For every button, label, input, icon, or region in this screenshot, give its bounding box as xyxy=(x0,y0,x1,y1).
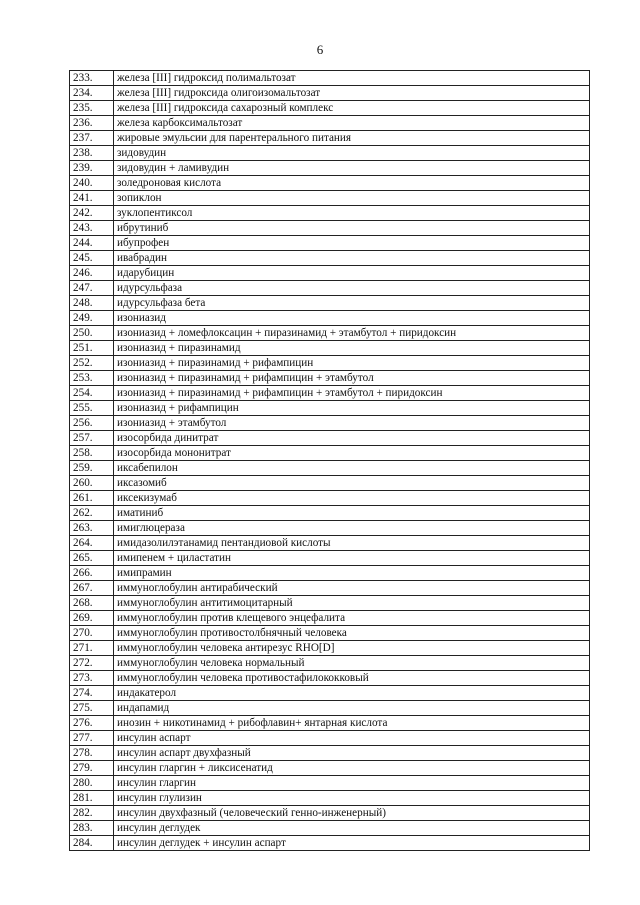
row-number: 243. xyxy=(70,221,114,236)
row-number: 255. xyxy=(70,401,114,416)
table-row xyxy=(70,236,590,251)
drug-name: инсулин двухфазный (человеческий генно-инженерный) xyxy=(114,806,590,821)
drug-list-body xyxy=(70,71,590,851)
drug-name: инсулин деглудек + инсулин аспарт xyxy=(114,836,590,851)
table-row xyxy=(70,566,590,581)
drug-name: ибрутиниб xyxy=(114,221,590,236)
table-row xyxy=(70,746,590,761)
row-number: 272. xyxy=(70,656,114,671)
drug-name: железа [III] гидроксид полимальтозат xyxy=(114,71,590,86)
drug-name: изониазид + этамбутол xyxy=(114,416,590,431)
drug-name: изониазид + ломефлоксацин + пиразинамид + этамбутол + пиридоксин xyxy=(114,326,590,341)
row-number: 275. xyxy=(70,701,114,716)
table-row xyxy=(70,401,590,416)
row-number: 249. xyxy=(70,311,114,326)
table-row xyxy=(70,251,590,266)
table-row xyxy=(70,551,590,566)
table-row xyxy=(70,416,590,431)
row-number: 260. xyxy=(70,476,114,491)
row-number: 267. xyxy=(70,581,114,596)
row-number: 242. xyxy=(70,206,114,221)
table-row xyxy=(70,611,590,626)
drug-name: инсулин гларгин + ликсисенатид xyxy=(114,761,590,776)
table-row xyxy=(70,281,590,296)
row-number: 248. xyxy=(70,296,114,311)
drug-name: золедроновая кислота xyxy=(114,176,590,191)
drug-name: ивабрадин xyxy=(114,251,590,266)
table-row xyxy=(70,626,590,641)
row-number: 252. xyxy=(70,356,114,371)
row-number: 244. xyxy=(70,236,114,251)
drug-name: имидазолилэтанамид пентандиовой кислоты xyxy=(114,536,590,551)
drug-name: иммуноглобулин антитимоцитарный xyxy=(114,596,590,611)
table-row xyxy=(70,686,590,701)
table-row xyxy=(70,221,590,236)
drug-name: иммуноглобулин против клещевого энцефалита xyxy=(114,611,590,626)
table-row xyxy=(70,431,590,446)
drug-name: железа [III] гидроксида олигоизомальтозат xyxy=(114,86,590,101)
table-row xyxy=(70,461,590,476)
row-number: 269. xyxy=(70,611,114,626)
row-number: 264. xyxy=(70,536,114,551)
table-row xyxy=(70,521,590,536)
drug-name: инозин + никотинамид + рибофлавин+ янтарная кислота xyxy=(114,716,590,731)
table-row xyxy=(70,536,590,551)
table-row xyxy=(70,86,590,101)
row-number: 281. xyxy=(70,791,114,806)
table-row xyxy=(70,476,590,491)
table-row xyxy=(70,146,590,161)
row-number: 257. xyxy=(70,431,114,446)
row-number: 284. xyxy=(70,836,114,851)
table-row xyxy=(70,791,590,806)
drug-name: изониазид + пиразинамид + рифампицин + этамбутол + пиридоксин xyxy=(114,386,590,401)
table-row xyxy=(70,776,590,791)
drug-name: изониазид + рифампицин xyxy=(114,401,590,416)
drug-name: жировые эмульсии для парентерального питания xyxy=(114,131,590,146)
drug-name: имипрамин xyxy=(114,566,590,581)
table-row xyxy=(70,506,590,521)
drug-name: железа [III] гидроксида сахарозный комплекс xyxy=(114,101,590,116)
row-number: 271. xyxy=(70,641,114,656)
table-row xyxy=(70,386,590,401)
row-number: 273. xyxy=(70,671,114,686)
row-number: 258. xyxy=(70,446,114,461)
row-number: 279. xyxy=(70,761,114,776)
drug-name: изониазид + пиразинамид xyxy=(114,341,590,356)
drug-name: иксазомиб xyxy=(114,476,590,491)
drug-name: инсулин аспарт xyxy=(114,731,590,746)
row-number: 280. xyxy=(70,776,114,791)
drug-name: имиглюцераза xyxy=(114,521,590,536)
table-row xyxy=(70,371,590,386)
row-number: 239. xyxy=(70,161,114,176)
row-number: 250. xyxy=(70,326,114,341)
table-row xyxy=(70,641,590,656)
row-number: 251. xyxy=(70,341,114,356)
drug-name: иматиниб xyxy=(114,506,590,521)
drug-name: идурсульфаза xyxy=(114,281,590,296)
row-number: 246. xyxy=(70,266,114,281)
drug-name: зидовудин + ламивудин xyxy=(114,161,590,176)
table-row xyxy=(70,341,590,356)
row-number: 245. xyxy=(70,251,114,266)
row-number: 254. xyxy=(70,386,114,401)
table-row xyxy=(70,71,590,86)
row-number: 266. xyxy=(70,566,114,581)
table-row xyxy=(70,596,590,611)
row-number: 234. xyxy=(70,86,114,101)
table-row xyxy=(70,821,590,836)
table-row xyxy=(70,446,590,461)
drug-name: инсулин аспарт двухфазный xyxy=(114,746,590,761)
row-number: 253. xyxy=(70,371,114,386)
row-number: 263. xyxy=(70,521,114,536)
table-row xyxy=(70,491,590,506)
row-number: 236. xyxy=(70,116,114,131)
table-row xyxy=(70,716,590,731)
row-number: 247. xyxy=(70,281,114,296)
table-row xyxy=(70,191,590,206)
drug-name: инсулин гларгин xyxy=(114,776,590,791)
drug-name: изосорбида динитрат xyxy=(114,431,590,446)
drug-name: идарубицин xyxy=(114,266,590,281)
drug-name: иммуноглобулин антирабический xyxy=(114,581,590,596)
row-number: 265. xyxy=(70,551,114,566)
drug-name: иксабепилон xyxy=(114,461,590,476)
drug-name: имипенем + циластатин xyxy=(114,551,590,566)
drug-name: зидовудин xyxy=(114,146,590,161)
row-number: 238. xyxy=(70,146,114,161)
row-number: 283. xyxy=(70,821,114,836)
row-number: 270. xyxy=(70,626,114,641)
drug-name: инсулин глулизин xyxy=(114,791,590,806)
row-number: 282. xyxy=(70,806,114,821)
drug-name: иксекизумаб xyxy=(114,491,590,506)
drug-name: ибупрофен xyxy=(114,236,590,251)
drug-name: изониазид + пиразинамид + рифампицин + этамбутол xyxy=(114,371,590,386)
row-number: 241. xyxy=(70,191,114,206)
table-row xyxy=(70,326,590,341)
drug-name: иммуноглобулин человека антирезус RHO[D] xyxy=(114,641,590,656)
row-number: 256. xyxy=(70,416,114,431)
table-row xyxy=(70,731,590,746)
drug-name: изосорбида мононитрат xyxy=(114,446,590,461)
drug-name: зопиклон xyxy=(114,191,590,206)
row-number: 233. xyxy=(70,71,114,86)
row-number: 240. xyxy=(70,176,114,191)
table-row xyxy=(70,356,590,371)
drug-name: зуклопентиксол xyxy=(114,206,590,221)
table-row xyxy=(70,161,590,176)
table-row xyxy=(70,101,590,116)
drug-name: инсулин деглудек xyxy=(114,821,590,836)
row-number: 278. xyxy=(70,746,114,761)
row-number: 235. xyxy=(70,101,114,116)
drug-name: идурсульфаза бета xyxy=(114,296,590,311)
drug-name: индакатерол xyxy=(114,686,590,701)
row-number: 268. xyxy=(70,596,114,611)
row-number: 274. xyxy=(70,686,114,701)
table-row xyxy=(70,266,590,281)
table-row xyxy=(70,296,590,311)
table-row xyxy=(70,806,590,821)
table-row xyxy=(70,761,590,776)
row-number: 259. xyxy=(70,461,114,476)
table-row xyxy=(70,836,590,851)
drug-name: иммуноглобулин человека нормальный xyxy=(114,656,590,671)
drug-name: иммуноглобулин человека противостафилококковый xyxy=(114,671,590,686)
drug-list-table xyxy=(69,70,590,851)
table-row xyxy=(70,701,590,716)
table-row xyxy=(70,176,590,191)
table-row xyxy=(70,581,590,596)
page-number: 6 xyxy=(316,42,324,57)
table-row xyxy=(70,206,590,221)
table-row xyxy=(70,656,590,671)
table-row xyxy=(70,116,590,131)
row-number: 277. xyxy=(70,731,114,746)
table-row xyxy=(70,131,590,146)
row-number: 237. xyxy=(70,131,114,146)
drug-name: индапамид xyxy=(114,701,590,716)
drug-name: иммуноглобулин противостолбнячный человека xyxy=(114,626,590,641)
drug-name: железа карбоксимальтозат xyxy=(114,116,590,131)
table-row xyxy=(70,311,590,326)
row-number: 276. xyxy=(70,716,114,731)
drug-name: изониазид + пиразинамид + рифампицин xyxy=(114,356,590,371)
row-number: 262. xyxy=(70,506,114,521)
drug-name: изониазид xyxy=(114,311,590,326)
row-number: 261. xyxy=(70,491,114,506)
table-row xyxy=(70,671,590,686)
